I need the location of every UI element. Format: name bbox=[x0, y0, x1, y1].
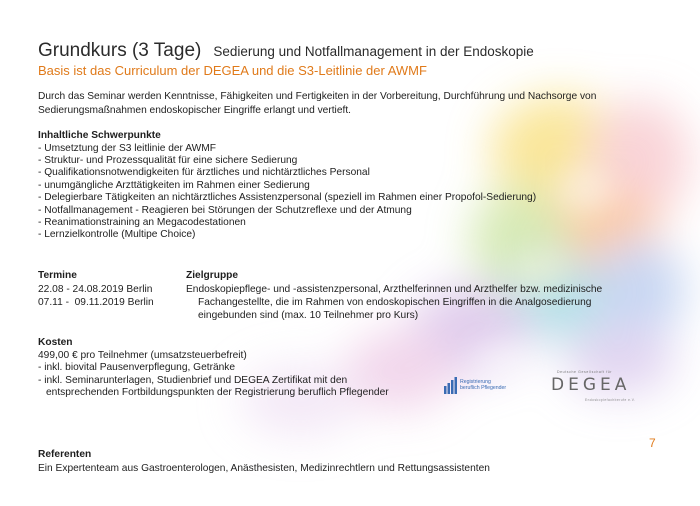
list-item: - Umsetztung der S3 leitlinie der AWMF bbox=[38, 142, 216, 154]
zielgruppe-text bbox=[186, 283, 631, 322]
registrierung-logo bbox=[443, 372, 515, 402]
title-row bbox=[38, 40, 668, 62]
page-title-suffix: Sedierung und Notfallmanagement in der Endoskopie bbox=[213, 44, 534, 59]
list-item: - unumgängliche Arzttätigkeiten im Rahmen einer Sedierung bbox=[38, 179, 310, 191]
registrierung-line3: Pflegender bbox=[481, 385, 507, 391]
list-item: - Struktur- und Prozessqualität für eine sichere Sedierung bbox=[38, 154, 298, 166]
list-item: - Delegierbare Tätigkeiten an nichtärztliches Assistenzpersonal (speziell im Rahmen einer Propofol-Sedierung) bbox=[38, 192, 537, 204]
referenten-section bbox=[38, 448, 638, 475]
page-title: Grundkurs (3 Tage) bbox=[38, 40, 202, 61]
list-item: - Notfallmanagement - Reagieren bei Störungen der Schutzreflexe und der Atmung bbox=[38, 204, 412, 216]
intro-paragraph: Durch das Seminar werden Kenntnisse, Fähigkeiten und Fertigkeiten in der Vorbereitung, Durchführung und Nachsorge von Sedierungsmaßnahmen endoskopischer Eingriffe erlangt und vertieft. bbox=[38, 91, 597, 116]
zielgruppe-line: Fachangestellte, die im Rahmen von endoskopischen Eingriffen in die Analgosedierung bbox=[198, 296, 592, 308]
referenten-heading: Referenten bbox=[38, 449, 92, 460]
degea-wordmark: DEGEA bbox=[551, 375, 631, 395]
kosten-section bbox=[38, 336, 438, 400]
zielgruppe-heading: Zielgruppe bbox=[186, 270, 239, 281]
termine-section bbox=[38, 269, 186, 322]
zielgruppe-line: eingebunden sind (max. 10 Teilnehmer pro Kurs) bbox=[198, 309, 419, 321]
kosten-line: entsprechenden Fortbildungspunkten der Registrierung beruflich Pflegender bbox=[46, 387, 389, 399]
kosten-heading: Kosten bbox=[38, 337, 73, 348]
list-item: - Qualifikationsnotwendigkeiten für ärztliches und nichtärztliches Personal bbox=[38, 167, 370, 179]
page-subtitle: Basis ist das Curriculum der DEGEA und die S3-Leitlinie der AWMF bbox=[38, 63, 427, 78]
kosten-line: - inkl. Seminarunterlagen, Studienbrief und DEGEA Zertifikat mit den bbox=[38, 374, 348, 386]
degea-bottom-text: Endoskopiefachberufe e.V. bbox=[585, 398, 636, 402]
registrierung-line1: Registrierung bbox=[460, 379, 491, 385]
page-number: 7 bbox=[649, 436, 656, 450]
referenten-text: Ein Expertenteam aus Gastroenterologen, Anästhesisten, Medizinrechtlern und Rettungsassistenten bbox=[38, 462, 490, 474]
registrierung-line2: beruflich bbox=[460, 385, 480, 391]
kosten-line: - inkl. biovital Pausenverpflegung, Getränke bbox=[38, 362, 236, 374]
termine-heading: Termine bbox=[38, 270, 77, 281]
zielgruppe-line: Endoskopiepflege- und -assistenzpersonal, Arzthelferinnen und Arzthelfer bzw. medizinische bbox=[186, 283, 603, 295]
focus-list bbox=[38, 143, 668, 242]
date-entry: 22.08 - 24.08.2019 Berlin bbox=[38, 283, 153, 295]
registrierung-text bbox=[460, 379, 506, 391]
price-line: 499,00 € pro Teilnehmer (umsatzsteuerbefreit) bbox=[38, 349, 247, 361]
zielgruppe-section bbox=[186, 269, 631, 322]
list-item: - Reanimationstraining an Megacodestationen bbox=[38, 216, 246, 228]
degea-top-text: Deutsche Gesellschaft für bbox=[557, 370, 613, 374]
bar-chart-icon bbox=[443, 376, 459, 394]
list-item: - Lernzielkontrolle (Multipe Choice) bbox=[38, 229, 196, 241]
date-entry: 07.11 - 09.11.2019 Berlin bbox=[38, 296, 154, 308]
degea-logo bbox=[545, 370, 655, 404]
focus-section bbox=[38, 129, 668, 242]
dates-target-group bbox=[38, 269, 668, 322]
focus-heading: Inhaltliche Schwerpunkte bbox=[38, 130, 161, 141]
